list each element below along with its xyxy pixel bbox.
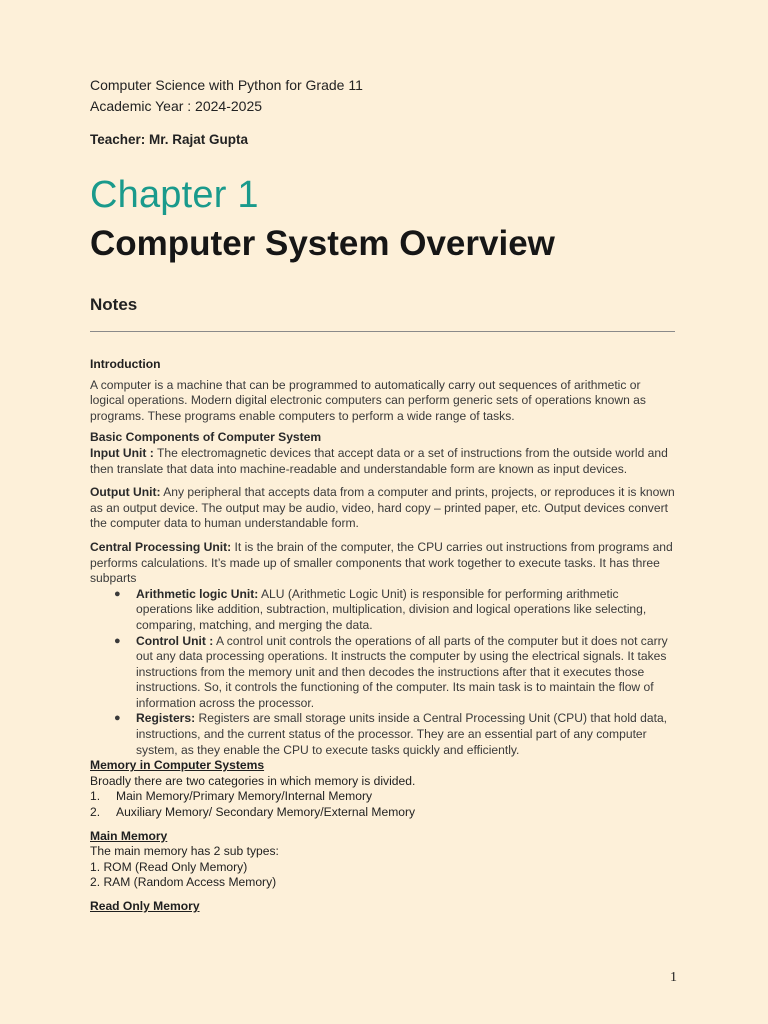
list-item [90,805,676,821]
bullet-icon: ● [114,587,121,600]
registers-text: Registers are small storage units inside a Central Processing Unit (CPU) that hold data, instructions, and the current status of the processor. They are an essential part of any computer system, as they enable the CPU to execute tasks quickly and efficiently. [136,711,668,757]
memory-intro: Broadly there are two categories in which memory is divided. [90,773,416,788]
main-memory-intro: The main memory has 2 sub types: [90,844,279,859]
course-title: Computer Science with Python for Grade 11 [90,77,363,93]
memory-heading: Memory in Computer Systems [90,758,265,773]
control-unit-label: Control Unit : [136,633,214,648]
list-item [90,789,676,805]
divider [90,331,675,332]
output-unit-paragraph [90,485,676,532]
alu-label: Arithmetic logic Unit: [136,586,259,601]
cpu-text: It is the brain of the computer, the CPU carries out instructions from programs and performs calculations. It’s made up of smaller components that work together to execute tasks. It has three subparts [90,539,673,586]
list-item [90,587,676,634]
page-number: 1 [670,970,677,985]
control-unit-text: A control unit controls the operations of all parts of the computer but it does not carry out any data processing operations. It instructs the computer by using the electrical signals. It takes instructions from the memory unit and then decodes the instructions after that it executes those instructions. So, it controls the functioning of the computer. Its main task is to maintain the flow of information across the processor. [136,633,668,710]
output-unit-text: Any peripheral that accepts data from a computer and prints, projects, or reproduces it is known as an output device. The output may be audio, video, hard copy – printed paper, etc. Output devices convert the computer data to human understandable form. [90,485,675,531]
main-memory-heading: Main Memory [90,828,168,843]
input-unit-label: Input Unit : [90,445,154,460]
chapter-label: Chapter 1 [90,174,259,216]
item-number: 1. [90,789,101,804]
list-item: 2. RAM (Random Access Memory) [90,875,277,890]
list-item: 1. ROM (Read Only Memory) [90,859,248,874]
item-text: Auxiliary Memory/ Secondary Memory/External Memory [116,805,416,820]
academic-year: Academic Year : 2024-2025 [90,98,263,114]
rom-heading: Read Only Memory [90,899,200,913]
section-label: Notes [90,295,138,314]
bullet-icon: ● [114,712,121,725]
cpu-paragraph [90,540,676,587]
cpu-label: Central Processing Unit: [90,539,232,554]
components-heading: Basic Components of Computer System [90,430,322,445]
cpu-subparts-list [90,587,676,759]
list-item [90,634,676,712]
notes-body [90,357,676,915]
bullet-icon: ● [114,634,121,647]
output-unit-label: Output Unit: [90,485,161,500]
item-text: Main Memory/Primary Memory/Internal Memory [116,789,373,804]
item-number: 2. [90,805,101,820]
intro-text: A computer is a machine that can be programmed to automatically carry out sequences of arithmetic or logical operations. Modern digital electronic computers can perform generic sets of operations known as programs. These programs enable computers to perform a wide range of tasks. [90,377,646,423]
input-unit-text: The electromagnetic devices that accept data or a set of instructions from the outside world and then translate that data into machine-readable and understandable form are known as input devices. [90,445,668,476]
registers-label: Registers: [136,711,196,726]
list-item [90,711,676,758]
chapter-title: Computer System Overview [90,224,555,263]
course-info [90,75,363,117]
input-unit-paragraph [90,446,676,477]
intro-heading: Introduction [90,357,161,371]
teacher-name: Teacher: Mr. Rajat Gupta [90,132,249,147]
alu-text: ALU (Arithmetic Logic Unit) is responsible for performing arithmetic operations like addition, subtraction, multiplication, division and logical operations like selecting, comparing, matching, and merging the data. [136,586,647,632]
